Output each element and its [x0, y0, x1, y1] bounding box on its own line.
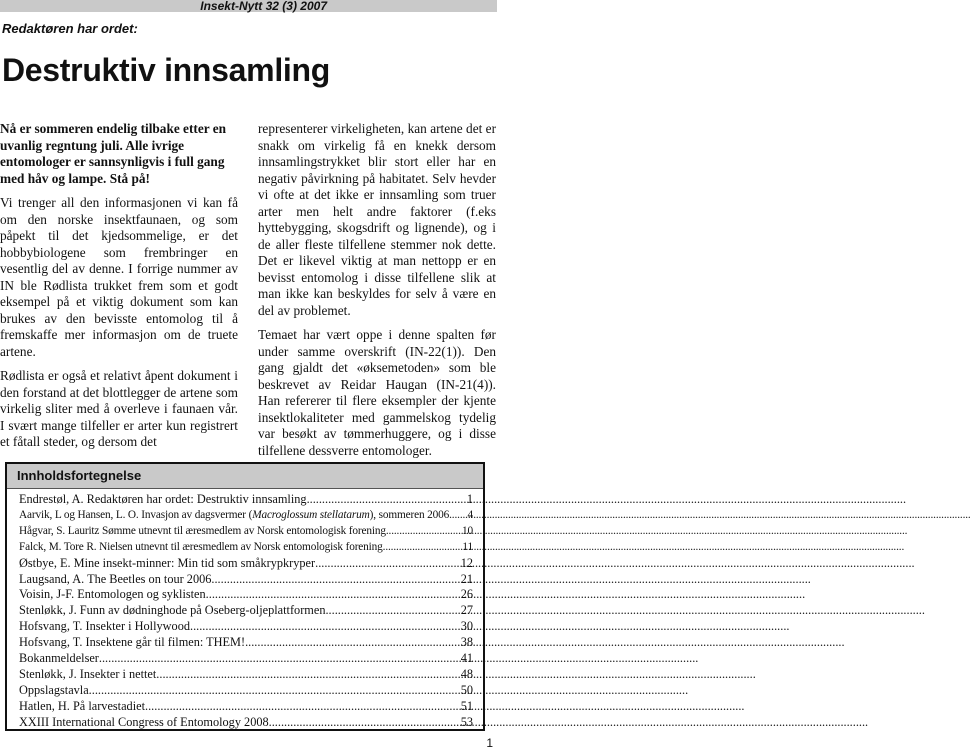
toc-leader: [145, 699, 459, 715]
toc-leader: [325, 603, 458, 619]
toc-entry-page: 38: [460, 635, 473, 650]
toc-entry[interactable]: [19, 683, 473, 699]
toc-entry-title: Laugsand, A. The Beetles on tour 2006: [19, 571, 212, 586]
toc-entry-title: Hofsvang, T. Insekter i Hollywood: [19, 619, 190, 634]
toc-entry-title: Aarvik, L og Hansen, L. O. Invasjon av dagsvermer (Macroglossum stellatarum), sommeren 2006: [19, 508, 450, 521]
toc-entry-page: 41: [460, 651, 473, 666]
toc-entry[interactable]: [19, 635, 473, 651]
toc-entry-page: 21: [460, 571, 473, 586]
toc-entry[interactable]: [19, 508, 473, 524]
toc-entry-page: 53: [460, 714, 473, 729]
toc-entry-title: Hofsvang, T. Insektene går til filmen: THEM!: [19, 635, 246, 650]
toc-entry-title: Oppslagstavla: [19, 682, 89, 697]
toc-leader: [211, 572, 458, 588]
body-paragraph: representerer virkeligheten, kan artene det er snakk om virkelig få en knekk dersom innsamlingstrykket blir stort eller har en negativ påvirkning på habitatet. Selv hevder vi ofte at det ikke er innsamling som truer arter men helt andre faktorer (f.eks hyttebygging, skogsdrift og lignende), og i de aller fleste tilfellene stemmer nok dette. Det er likevel viktig at man nettopp er en bevisst entomolog i disse tilfellene slik at man ikke kan beskyldes for selv å være en del av problemet.: [258, 121, 496, 318]
toc-leader: [245, 635, 459, 651]
toc-entry[interactable]: [19, 651, 473, 667]
species-name: Macroglossum stellatarum: [252, 508, 370, 521]
toc-entry-page: 11: [462, 540, 473, 553]
toc-entry-title: XXIII International Congress of Entomology 2008: [19, 714, 269, 729]
toc-entry[interactable]: [19, 556, 473, 572]
toc-entry-page: 51: [460, 698, 473, 713]
toc-entry[interactable]: [19, 667, 473, 683]
toc-entry-page: 4: [467, 508, 473, 521]
toc-leader: [315, 556, 459, 572]
page-number: 1: [486, 736, 493, 750]
toc-entry-page: 10: [462, 524, 473, 537]
toc-entry-title: Hågvar, S. Lauritz Sømme utnevnt til æresmedlem av Norsk entomologisk forening: [19, 524, 386, 537]
toc-entry[interactable]: [19, 715, 473, 731]
toc-entry[interactable]: [19, 603, 473, 619]
lead-paragraph: Nå er sommeren endelig tilbake etter en uvanlig regntung juli. Alle ivrige entomologer er sannsynligvis i full gang med håv og lampe. Stå på!: [0, 121, 227, 186]
toc-leader: [89, 683, 459, 699]
toc-leader: [383, 540, 461, 556]
toc-list: [19, 492, 473, 731]
toc-entry-title: Bokanmeldelser: [19, 651, 99, 666]
body-paragraph: Vi trenger all den informasjonen vi kan få om den norske insektfaunaen, og som påpekt til det kjedsommelige, er det hobbybiologene som frembringer en vesentlig del av denne. I forrige nummer av IN ble Rødlista trukket frem som et godt eksempel på et viktig dokument som kan brukes av den bevisste entomolog til å fremskaffe mer informasjon om de truete artene.: [0, 195, 238, 359]
toc-entry[interactable]: [19, 572, 473, 588]
toc-entry[interactable]: [19, 540, 473, 556]
toc-entry-title: Østbye, E. Mine insekt-minner: Min tid som småkrypkryper: [19, 555, 316, 570]
body-paragraph: Rødlista er også et relativt åpent dokument i den forstand at det blottlegger de artene som virkelig sliter med å overleve i faunaen vår. I svært mange tilfeller er arter kun registrert et fåtall steder, og dersom det: [0, 368, 238, 449]
toc-entry-page: 50: [460, 682, 473, 697]
body-paragraph: Temaet har vært oppe i denne spalten før under samme overskrift (IN-22(1)). Den gang gjaldt det «øksemetoden» som ble beskrevet av Reidar Haugan (IN-21(4)). Han refererer til flere eksempler der kjente insektlokaliteter med gammelskog tydelig var besøkt av tømmerhuggere, og i disse tilfellene dessverre entomologer.: [258, 327, 496, 458]
article-title: Destruktiv innsamling: [2, 52, 330, 88]
toc-entry-page: 30: [460, 619, 473, 634]
toc-leader: [307, 492, 465, 508]
toc-entry[interactable]: [19, 587, 473, 603]
toc-header: [7, 464, 483, 489]
toc-entry[interactable]: [19, 492, 473, 508]
toc-entry-title: Hatlen, H. På larvestadiet: [19, 698, 146, 713]
toc-leader: [449, 508, 465, 524]
toc-entry-page: 12: [460, 555, 473, 570]
toc-entry-title: Stenløkk, J. Funn av dødninghode på Oseberg-oljeplattformen: [19, 603, 326, 618]
toc-leader: [156, 667, 458, 683]
toc-entry[interactable]: [19, 619, 473, 635]
toc-entry[interactable]: [19, 699, 473, 715]
toc-entry-page: 48: [460, 666, 473, 681]
toc-entry[interactable]: [19, 524, 473, 540]
column-kicker: Redaktøren har ordet:: [2, 21, 138, 36]
toc-entry-title: Falck, M. Tore R. Nielsen utnevnt til æresmedlem av Norsk entomologisk forening: [19, 540, 383, 553]
toc-entry-page: 27: [460, 603, 473, 618]
article-column-left: [0, 121, 238, 459]
table-of-contents: [5, 462, 485, 731]
toc-leader: [99, 651, 459, 667]
article-column-right: [258, 121, 496, 467]
running-header: [0, 0, 497, 12]
toc-entry-page: 1: [466, 492, 473, 506]
toc-entry-title: Voisin, J-F. Entomologen og syklisten: [19, 587, 206, 602]
toc-entry-page: 26: [460, 587, 473, 602]
toc-entry-title: Stenløkk, J. Insekter i nettet: [19, 666, 157, 681]
toc-leader: [386, 524, 460, 540]
toc-entry-title: Endrestøl, A. Redaktøren har ordet: Destruktiv innsamling: [19, 492, 307, 506]
toc-heading: Innholdsfortegnelse: [17, 468, 142, 483]
toc-leader: [206, 587, 459, 603]
running-title: Insekt-Nytt 32 (3) 2007: [200, 0, 327, 13]
toc-leader: [190, 619, 459, 635]
toc-leader: [269, 715, 459, 731]
